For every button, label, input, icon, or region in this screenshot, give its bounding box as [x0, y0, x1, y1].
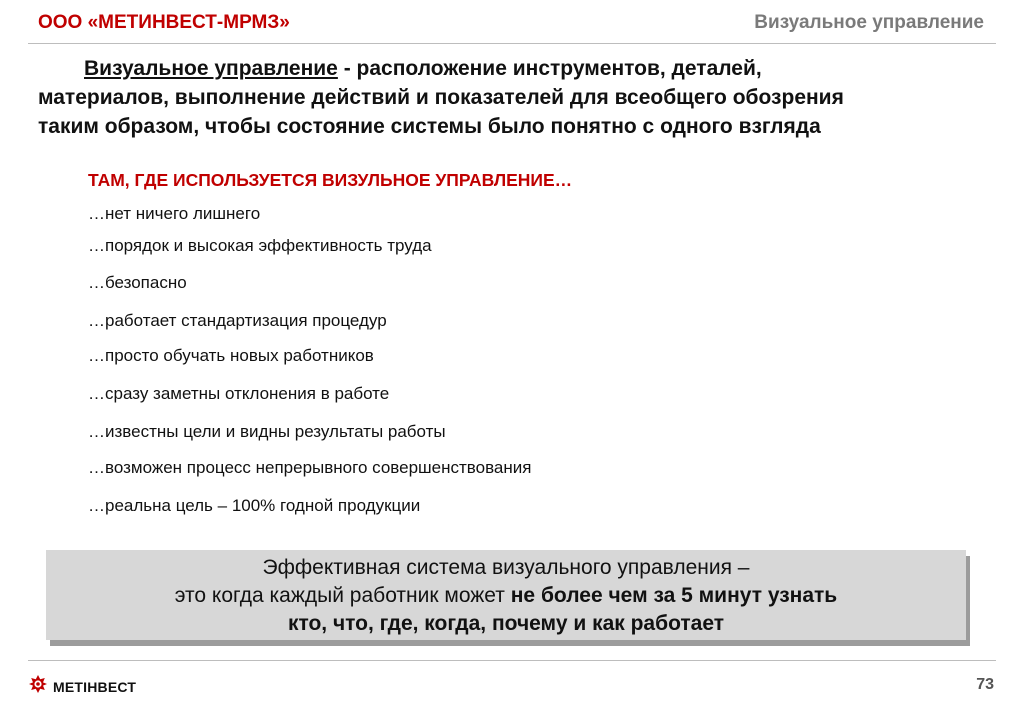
section-heading: ТАМ, ГДЕ ИСПОЛЬЗУЕТСЯ ВИЗУЛЬНОЕ УПРАВЛЕНИЕ…	[88, 170, 573, 190]
list-item: …безопасно	[88, 273, 187, 292]
page-number: 73	[976, 676, 994, 693]
callout-box	[46, 550, 966, 640]
definition-term: Визуальное управление	[84, 57, 338, 80]
list-item: …сразу заметны отклонения в работе	[88, 384, 390, 403]
callout-line-2-bold: не более чем за 5 минут узнать	[510, 584, 838, 607]
list-item: …реальна цель – 100% годной продукции	[88, 496, 421, 515]
list-item: …работает стандартизация процедур	[88, 311, 387, 330]
callout-line-3	[46, 610, 966, 638]
page-title: Визуальное управление	[754, 12, 984, 33]
callout-line-2-plain: это когда каждый работник может	[174, 584, 511, 607]
list-item: …порядок и высокая эффективность труда	[88, 236, 432, 255]
definition-line-3: таким образом, чтобы состояние системы было понятно с одного взгляда	[38, 115, 821, 138]
list-item: …возможен процесс непрерывного совершенствования	[88, 458, 532, 477]
logo-text: МЕТІНВЕСТ	[53, 678, 137, 695]
header-company: ООО «МЕТИНВЕСТ-МРМЗ»	[38, 12, 290, 33]
definition-line-1	[38, 54, 988, 83]
definition-line-1-rest: - расположение инструментов, деталей,	[337, 57, 762, 80]
callout-line-1: Эффективная система визуального управления –	[262, 556, 750, 579]
list-item: …просто обучать новых работников	[88, 346, 374, 365]
list-item: …нет ничего лишнего	[88, 204, 261, 223]
callout-line-3-bold: кто, что, где, когда, почему и как работает	[287, 612, 725, 635]
definition-line-2: материалов, выполнение действий и показателей для всеобщего обозрения	[38, 86, 844, 109]
header-divider	[28, 43, 996, 44]
footer-logo	[28, 674, 136, 699]
list-item: …известны цели и видны результаты работы	[88, 422, 446, 441]
metinvest-logo-icon	[28, 674, 48, 699]
definition-paragraph	[38, 54, 988, 141]
footer-divider	[28, 660, 996, 661]
callout-line-2	[46, 582, 966, 610]
